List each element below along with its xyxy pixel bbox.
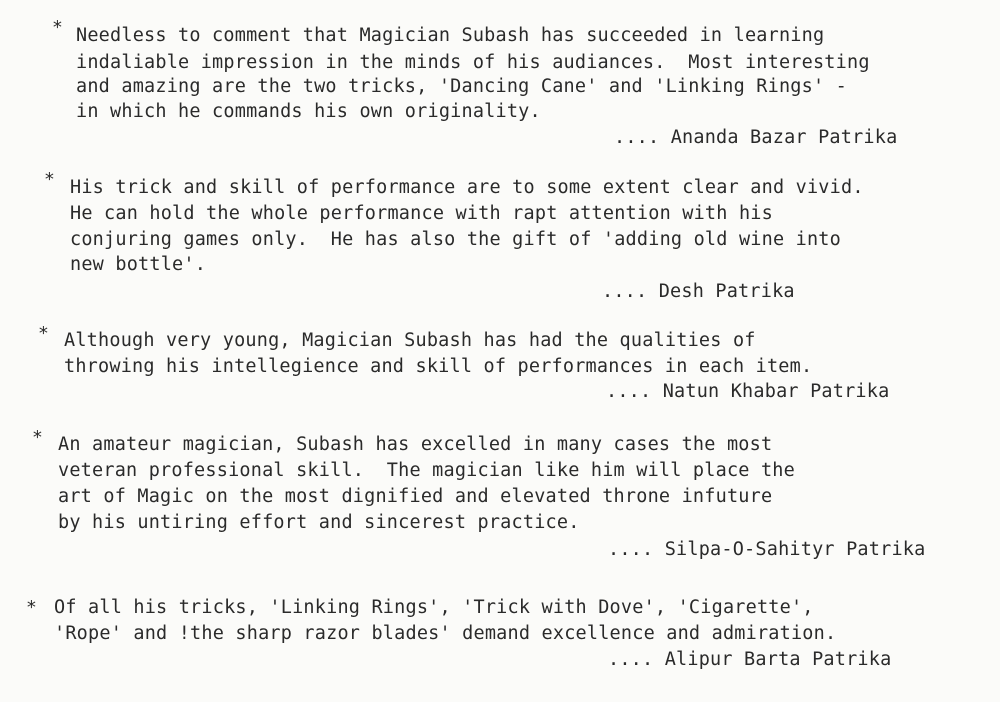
review-line: throwing his intellegience and skill of performances in each item. bbox=[64, 356, 813, 377]
review-line: He can hold the whole performance with rapt attention with his bbox=[70, 203, 773, 224]
review-source: .... Desh Patrika bbox=[602, 281, 795, 302]
review-line: conjuring games only. He has also the gift of 'adding old wine into bbox=[70, 229, 841, 250]
bullet-asterisk: * bbox=[44, 169, 55, 190]
review-source: .... Alipur Barta Patrika bbox=[608, 649, 892, 670]
review-source: .... Natun Khabar Patrika bbox=[606, 381, 890, 402]
review-source: .... Silpa-O-Sahityr Patrika bbox=[608, 539, 926, 560]
review-line: veteran professional skill. The magician like him will place the bbox=[58, 460, 795, 481]
review-line: and amazing are the two tricks, 'Dancing Cane' and 'Linking Rings' - bbox=[76, 76, 847, 97]
bullet-asterisk: * bbox=[52, 17, 63, 38]
bullet-asterisk: * bbox=[38, 323, 49, 344]
review-line: in which he commands his own originality. bbox=[76, 101, 541, 122]
bullet-asterisk: * bbox=[26, 597, 37, 618]
review-line: His trick and skill of performance are to some extent clear and vivid. bbox=[70, 177, 864, 198]
review-line: 'Rope' and !the sharp razor blades' demand excellence and admiration. bbox=[54, 623, 837, 644]
review-line: Needless to comment that Magician Subash has succeeded in learning bbox=[76, 25, 825, 46]
review-line: indaliable impression in the minds of his audiances. Most interesting bbox=[76, 52, 870, 73]
review-line: new bottle'. bbox=[70, 254, 207, 275]
review-line: art of Magic on the most dignified and elevated throne infuture bbox=[58, 486, 773, 507]
review-source: .... Ananda Bazar Patrika bbox=[614, 127, 898, 148]
review-line: An amateur magician, Subash has excelled in many cases the most bbox=[58, 434, 773, 455]
review-line: Although very young, Magician Subash has had the qualities of bbox=[64, 330, 756, 351]
bullet-asterisk: * bbox=[32, 427, 43, 448]
review-line: Of all his tricks, 'Linking Rings', 'Trick with Dove', 'Cigarette', bbox=[54, 597, 814, 618]
review-line: by his untiring effort and sincerest practice. bbox=[58, 512, 580, 533]
